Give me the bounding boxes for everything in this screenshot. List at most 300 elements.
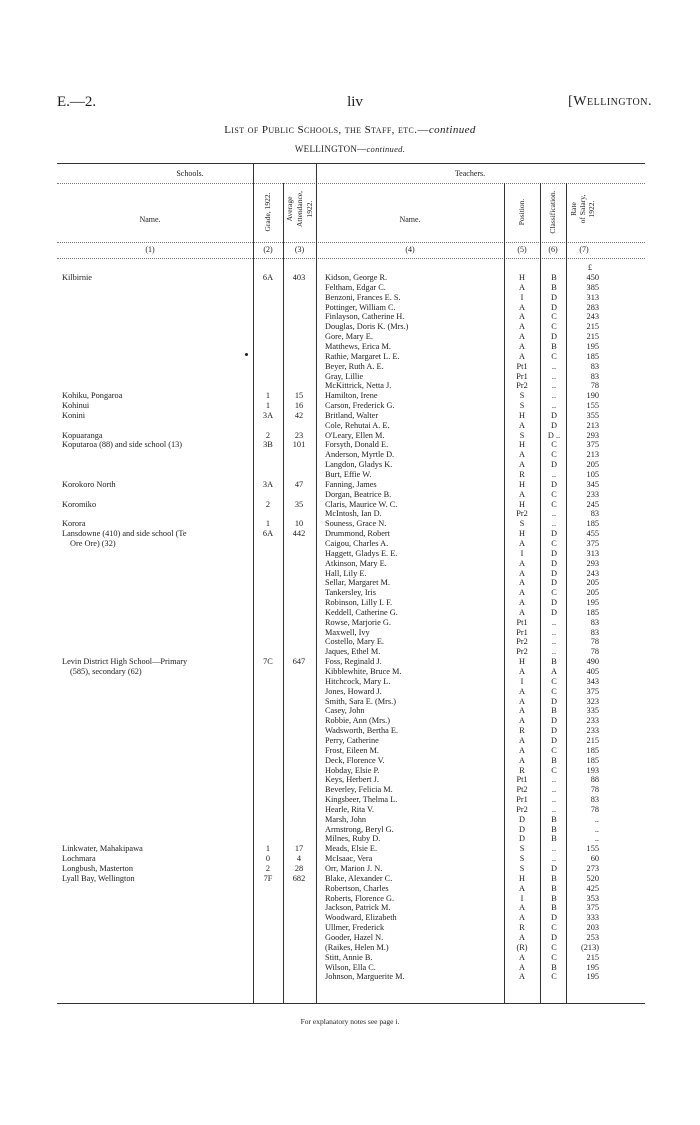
teacher-name-cell: Ullmer, Frederick — [325, 923, 385, 933]
classification-cell: C — [551, 972, 557, 982]
table-row — [0, 903, 700, 913]
page-title — [0, 124, 700, 136]
position-cell: Pr2 — [516, 647, 528, 657]
column-number-5: (5) — [517, 245, 527, 254]
position-cell: Pr2 — [516, 804, 528, 814]
classification-cell: .. — [551, 775, 557, 785]
schools-group-header: Schools. — [176, 169, 204, 178]
classification-cell: D .. — [547, 430, 561, 440]
classification-cell: B — [551, 341, 557, 351]
teacher-name-cell: Deck, Florence V. — [325, 755, 385, 765]
salary-cell: .. — [594, 834, 599, 844]
attendance-header-line2: Attendance, — [295, 190, 304, 228]
classification-cell: B — [551, 706, 557, 716]
teacher-name-cell: Costello, Mary E. — [325, 637, 384, 647]
school-name-cell: Kilbirnie — [62, 273, 92, 282]
position-cell: A — [519, 598, 525, 608]
position-cell: Pr2 — [516, 509, 528, 519]
salary-cell: 375 — [586, 903, 599, 913]
position-cell: S — [519, 844, 525, 854]
table-row — [0, 677, 700, 687]
position-cell: Pr2 — [516, 381, 528, 391]
salary-cell: 155 — [586, 401, 599, 411]
table-top-rule — [57, 163, 645, 164]
salary-cell: 195 — [586, 341, 599, 351]
school-name-cell: Koromiko — [62, 499, 97, 509]
teacher-name-cell: Casey, John — [325, 706, 365, 716]
table-bottom-rule — [57, 1003, 645, 1004]
attendance-cell: 15 — [294, 391, 304, 401]
teacher-name-cell: Marsh, John — [325, 814, 367, 824]
classification-cell: C — [551, 588, 557, 598]
salary-cell: 78 — [590, 804, 599, 814]
teachers-group-header: Teachers. — [454, 169, 486, 178]
table-row — [0, 283, 700, 293]
teacher-name-cell: Stitt, Annie B. — [325, 952, 373, 962]
classification-cell: .. — [551, 785, 557, 795]
position-cell: S — [519, 401, 525, 411]
teacher-name-cell: Foss, Reginald J. — [325, 657, 382, 667]
table-row — [0, 834, 700, 844]
position-cell: I — [520, 292, 524, 302]
table-row — [0, 460, 700, 470]
table-row — [0, 943, 700, 953]
table-row — [0, 559, 700, 569]
classification-cell: C — [551, 440, 557, 450]
position-cell: A — [519, 450, 525, 460]
teacher-name-cell: Robertson, Charles — [325, 883, 389, 893]
position-cell: H — [519, 657, 525, 667]
salary-cell: 425 — [586, 883, 599, 893]
table-row — [0, 647, 700, 657]
position-cell: S — [519, 854, 525, 864]
position-cell: H — [519, 499, 525, 509]
position-cell: A — [519, 667, 525, 676]
classification-cell: C — [551, 676, 557, 686]
position-cell: A — [519, 332, 525, 342]
teacher-name-cell: Drummond, Robert — [325, 529, 390, 539]
school-name-cell: Kopuaranga — [62, 430, 103, 440]
teacher-name-header: Name. — [399, 215, 421, 224]
salary-cell: 450 — [586, 273, 599, 282]
teacher-name-cell: McIsaac, Vera — [325, 854, 373, 864]
table-row — [0, 884, 700, 894]
salary-cell: 105 — [586, 470, 599, 479]
grade-cell: 6A — [262, 529, 274, 539]
table-row — [0, 785, 700, 795]
school-name-cell: Lansdowne (410) and side school (Te — [62, 529, 187, 539]
position-cell: Pt1 — [516, 775, 528, 785]
classification-cell: D — [551, 410, 557, 420]
teacher-name-cell: Kidson, George R. — [325, 273, 388, 282]
column-number-7: (7) — [579, 245, 589, 254]
salary-cell: 193 — [586, 765, 599, 775]
salary-cell: 205 — [586, 578, 599, 588]
position-cell: A — [519, 972, 525, 982]
teacher-name-cell: Armstrong, Beryl G. — [325, 824, 394, 834]
table-row — [0, 322, 700, 332]
lansdowne-continuation: Ore Ore) (32) — [70, 538, 116, 548]
classification-cell: D — [551, 548, 557, 558]
table-row — [0, 293, 700, 303]
table-row — [0, 450, 700, 460]
classification-cell: .. — [551, 844, 557, 854]
teacher-name-cell: Robinson, Lilly I. F. — [325, 598, 393, 608]
position-cell: A — [519, 460, 525, 470]
classification-cell: B — [551, 834, 557, 844]
table-row — [0, 391, 700, 401]
attendance-cell: 28 — [294, 864, 304, 873]
salary-cell: 195 — [586, 972, 599, 982]
table-row — [0, 588, 700, 598]
salary-cell: 490 — [586, 657, 599, 667]
position-cell: A — [519, 913, 525, 923]
teacher-name-cell: Caigou, Charles A. — [325, 538, 389, 548]
position-cell: A — [519, 706, 525, 716]
grade-cell: 7C — [263, 657, 273, 667]
salary-cell: 215 — [586, 735, 599, 745]
teacher-name-cell: Rowse, Marjorie G. — [325, 617, 391, 627]
salary-cell: .. — [594, 824, 599, 834]
table-row — [0, 440, 700, 450]
teacher-name-cell: Woodward, Elizabeth — [325, 913, 397, 923]
salary-cell: 245 — [586, 499, 599, 509]
classification-cell: D — [551, 460, 557, 470]
attendance-cell: 23 — [294, 430, 304, 440]
classification-cell: .. — [551, 361, 557, 371]
grade-cell: 1 — [265, 401, 271, 411]
footer-note: For explanatory notes see page i. — [300, 1017, 400, 1026]
salary-cell: 60 — [590, 854, 599, 864]
position-cell: R — [519, 726, 525, 736]
table-row — [0, 362, 700, 372]
salary-cell: 78 — [590, 647, 599, 657]
teacher-name-cell: Benzoni, Frances E. S. — [325, 292, 401, 302]
school-name-cell: Korokoro North — [62, 479, 116, 489]
page-number: liv — [347, 94, 363, 110]
salary-cell: 83 — [590, 795, 599, 805]
salary-cell: 253 — [586, 932, 599, 942]
grade-header: Grade, 1922. — [263, 192, 272, 232]
salary-cell: 283 — [586, 302, 599, 312]
salary-cell: 293 — [586, 558, 599, 568]
teacher-name-cell: Rathie, Margaret L. E. — [325, 351, 400, 361]
position-cell: R — [519, 470, 525, 479]
attendance-cell: 17 — [294, 844, 304, 854]
position-cell: A — [519, 489, 525, 499]
salary-cell: 155 — [586, 844, 599, 854]
teacher-name-cell: Beyer, Ruth A. E. — [325, 361, 384, 371]
position-cell: A — [519, 716, 525, 726]
teacher-name-cell: Beverley, Felicia M. — [325, 785, 393, 795]
classification-cell: D — [551, 302, 557, 312]
salary-cell: 385 — [586, 282, 599, 292]
salary-cell: 78 — [590, 381, 599, 391]
salary-cell: 333 — [586, 913, 599, 923]
teacher-name-cell: Anderson, Myrtle D. — [325, 450, 395, 460]
grade-cell: 0 — [265, 854, 271, 864]
attendance-cell: 42 — [294, 410, 304, 420]
position-cell: Pt1 — [516, 361, 528, 371]
teacher-name-cell: Britland, Walter — [325, 410, 379, 420]
teacher-name-cell: Jones, Howard J. — [325, 686, 382, 696]
table-row — [0, 815, 700, 825]
school-name-cell: Konini — [62, 410, 86, 420]
salary-cell: 215 — [586, 952, 599, 962]
classification-cell: D — [551, 932, 557, 942]
table-row — [0, 332, 700, 342]
teacher-name-cell: Jaques, Ethel M. — [325, 647, 381, 657]
table-row — [0, 529, 700, 539]
attendance-header-line3: 1922. — [305, 200, 314, 218]
classification-header: Classification. — [548, 190, 557, 234]
teacher-name-cell: O'Leary, Ellen M. — [325, 430, 385, 440]
position-cell: S — [519, 864, 525, 873]
salary-cell: 83 — [590, 627, 599, 637]
teacher-name-cell: Jackson, Patrick M. — [325, 903, 391, 913]
position-header: Position. — [517, 198, 526, 226]
salary-cell: 83 — [590, 509, 599, 519]
salary-cell: 185 — [586, 519, 599, 529]
teacher-name-cell: Pottinger, William C. — [325, 302, 396, 312]
classification-cell: D — [551, 568, 557, 578]
salary-cell: 243 — [586, 312, 599, 322]
teacher-name-cell: Blake, Alexander C. — [325, 873, 393, 883]
classification-cell: C — [551, 745, 557, 755]
classification-cell: D — [551, 332, 557, 342]
column-number-3: (3) — [294, 245, 305, 254]
salary-cell: .. — [594, 814, 599, 824]
position-cell: A — [519, 420, 525, 430]
table-row — [0, 411, 700, 421]
table-row — [0, 421, 700, 431]
classification-cell: B — [551, 824, 557, 834]
levin-continuation: (585), secondary (62) — [70, 667, 142, 676]
classification-cell: B — [551, 814, 557, 824]
salary-cell: 190 — [586, 391, 599, 401]
classification-cell: .. — [551, 371, 557, 381]
teacher-name-cell: Dorgan, Beatrice B. — [325, 489, 392, 499]
teacher-name-cell: Hearle, Rita V. — [325, 804, 375, 814]
classification-cell: C — [551, 351, 557, 361]
salary-cell: 375 — [586, 686, 599, 696]
grade-cell: 2 — [265, 430, 271, 440]
table-row — [0, 746, 700, 756]
position-cell: H — [519, 479, 525, 489]
teacher-name-cell: Robbie, Ann (Mrs.) — [325, 716, 390, 726]
table-row — [0, 894, 700, 904]
teacher-name-cell: Atkinson, Mary E. — [325, 558, 387, 568]
classification-cell: C — [551, 765, 557, 775]
salary-cell: 343 — [586, 676, 599, 686]
position-cell: A — [519, 341, 525, 351]
salary-cell: 185 — [586, 755, 599, 765]
attendance-cell: 442 — [292, 529, 306, 539]
classification-cell: B — [551, 873, 557, 883]
classification-cell: D — [551, 578, 557, 588]
school-name-cell: Koputaroa (88) and side school (13) — [62, 440, 183, 450]
currency-symbol: £ — [588, 263, 592, 272]
position-cell: A — [519, 962, 525, 972]
classification-cell: .. — [551, 647, 557, 657]
classification-cell: A — [551, 667, 557, 676]
attendance-cell: 47 — [294, 479, 304, 489]
table-row — [0, 500, 700, 510]
teacher-name-cell: Burt, Effie W. — [325, 470, 372, 479]
teacher-name-cell: Smith, Sara E. (Mrs.) — [325, 696, 396, 706]
classification-cell: D — [551, 420, 557, 430]
classification-cell: .. — [551, 401, 557, 411]
teacher-name-cell: Frost, Eileen M. — [325, 745, 379, 755]
teacher-name-cell: Kingsbeer, Thelma L. — [325, 795, 398, 805]
salary-cell: 83 — [590, 617, 599, 627]
classification-cell: B — [551, 903, 557, 913]
subtitle-main: WELLINGTON— — [294, 144, 367, 154]
table-row — [0, 372, 700, 382]
position-cell: A — [519, 952, 525, 962]
table-row — [0, 598, 700, 608]
salary-cell: 78 — [590, 637, 599, 647]
table-row — [0, 637, 700, 647]
classification-cell: .. — [551, 519, 557, 529]
title-suffix: continued — [428, 124, 476, 136]
position-cell: H — [519, 529, 525, 539]
position-cell: D — [519, 834, 525, 844]
salary-cell: 353 — [586, 893, 599, 903]
table-row — [0, 775, 700, 785]
teacher-name-cell: Kibblewhite, Bruce M. — [325, 667, 402, 676]
attendance-cell: 101 — [292, 440, 306, 450]
salary-cell: 195 — [586, 962, 599, 972]
teacher-name-cell: Roberts, Florence G. — [325, 893, 395, 903]
salary-cell: 205 — [586, 588, 599, 598]
table-row — [0, 608, 700, 618]
position-cell: A — [519, 282, 525, 292]
position-cell: S — [519, 391, 525, 401]
classification-cell: C — [551, 489, 557, 499]
position-cell: D — [519, 824, 525, 834]
position-cell: H — [519, 410, 525, 420]
school-name-cell: Kohiku, Pongaroa — [62, 391, 123, 401]
salary-cell: 185 — [586, 745, 599, 755]
salary-cell: 185 — [586, 607, 599, 617]
salary-cell: 205 — [586, 460, 599, 470]
teacher-name-cell: Gray, Lillie — [325, 371, 364, 381]
table-row — [0, 470, 700, 480]
salary-cell: 215 — [586, 322, 599, 332]
position-cell: Pr1 — [516, 795, 528, 805]
salary-cell: 83 — [590, 371, 599, 381]
teacher-name-cell: Meads, Elsie E. — [325, 844, 378, 854]
salary-cell: 88 — [590, 775, 599, 785]
classification-cell: B — [551, 962, 557, 972]
salary-cell: 233 — [586, 489, 599, 499]
table-row — [0, 578, 700, 588]
salary-cell: 273 — [586, 864, 599, 873]
table-row — [0, 953, 700, 963]
grade-cell: 3A — [262, 410, 274, 420]
table-row — [0, 805, 700, 815]
classification-cell: C — [551, 450, 557, 460]
teacher-name-cell: McIntosh, Ian D. — [325, 509, 382, 519]
attendance-cell: 10 — [294, 519, 304, 529]
classification-cell: C — [551, 923, 557, 933]
teacher-name-cell: Carson, Frederick G. — [325, 401, 395, 411]
teacher-name-cell: Johnson, Marguerite M. — [325, 972, 405, 982]
grade-cell: 7F — [263, 873, 273, 883]
teacher-name-cell: Wadsworth, Bertha E. — [325, 726, 399, 736]
table-row — [0, 381, 700, 391]
salary-cell: 520 — [586, 873, 599, 883]
table-row — [0, 795, 700, 805]
position-cell: A — [519, 686, 525, 696]
teacher-name-cell: Feltham, Edgar C. — [325, 282, 386, 292]
position-cell: D — [519, 814, 525, 824]
school-name-cell: Korora — [62, 519, 86, 529]
classification-cell: D — [551, 479, 557, 489]
table-row — [0, 273, 700, 283]
grade-cell: 1 — [265, 519, 271, 529]
school-name-cell: Linkwater, Mahakipawa — [62, 844, 143, 854]
teacher-name-cell: Finlayson, Catherine H. — [325, 312, 405, 322]
grade-cell: 6A — [262, 273, 274, 282]
school-name-cell: Kohinui — [62, 401, 90, 411]
classification-cell: D — [551, 864, 557, 873]
grade-cell: 3B — [263, 440, 273, 450]
classification-cell: .. — [551, 854, 557, 864]
position-cell: A — [519, 755, 525, 765]
position-cell: A — [519, 735, 525, 745]
table-row — [0, 480, 700, 490]
classification-cell: D — [551, 726, 557, 736]
position-cell: A — [519, 903, 525, 913]
table-row — [0, 569, 700, 579]
table-row — [0, 312, 700, 322]
table-row — [0, 657, 700, 667]
salary-cell: 243 — [586, 568, 599, 578]
salary-cell: 195 — [586, 598, 599, 608]
attendance-cell: 647 — [292, 657, 306, 667]
position-cell: A — [519, 932, 525, 942]
classification-cell: B — [551, 273, 557, 282]
column-number-2: (2) — [263, 245, 273, 254]
page-section-code: E.—2. — [57, 94, 97, 110]
classification-cell: D — [551, 558, 557, 568]
grade-cell: 1 — [265, 844, 271, 854]
grade-cell: 2 — [265, 864, 271, 873]
teacher-name-cell: Orr, Marion J. N. — [325, 864, 383, 873]
table-row — [0, 431, 700, 441]
teacher-name-cell: Hamilton, Irene — [325, 391, 378, 401]
page-subtitle — [0, 144, 700, 154]
classification-cell: .. — [551, 795, 557, 805]
classification-cell: .. — [551, 509, 557, 519]
teacher-name-cell: Matthews, Erica M. — [325, 341, 391, 351]
classification-cell: .. — [551, 470, 557, 479]
title-main: List of Public Schools, the Staff, etc.— — [224, 124, 429, 136]
table-row — [0, 490, 700, 500]
table-row — [0, 342, 700, 352]
salary-cell: 455 — [586, 529, 599, 539]
classification-cell: .. — [551, 804, 557, 814]
attendance-cell: 16 — [294, 401, 304, 411]
table-row — [0, 618, 700, 628]
classification-cell: D — [551, 292, 557, 302]
classification-cell: D — [551, 913, 557, 923]
teacher-name-cell: Souness, Grace N. — [325, 519, 387, 529]
salary-cell: 233 — [586, 716, 599, 726]
school-name-cell: Lyall Bay, Wellington — [62, 873, 135, 883]
